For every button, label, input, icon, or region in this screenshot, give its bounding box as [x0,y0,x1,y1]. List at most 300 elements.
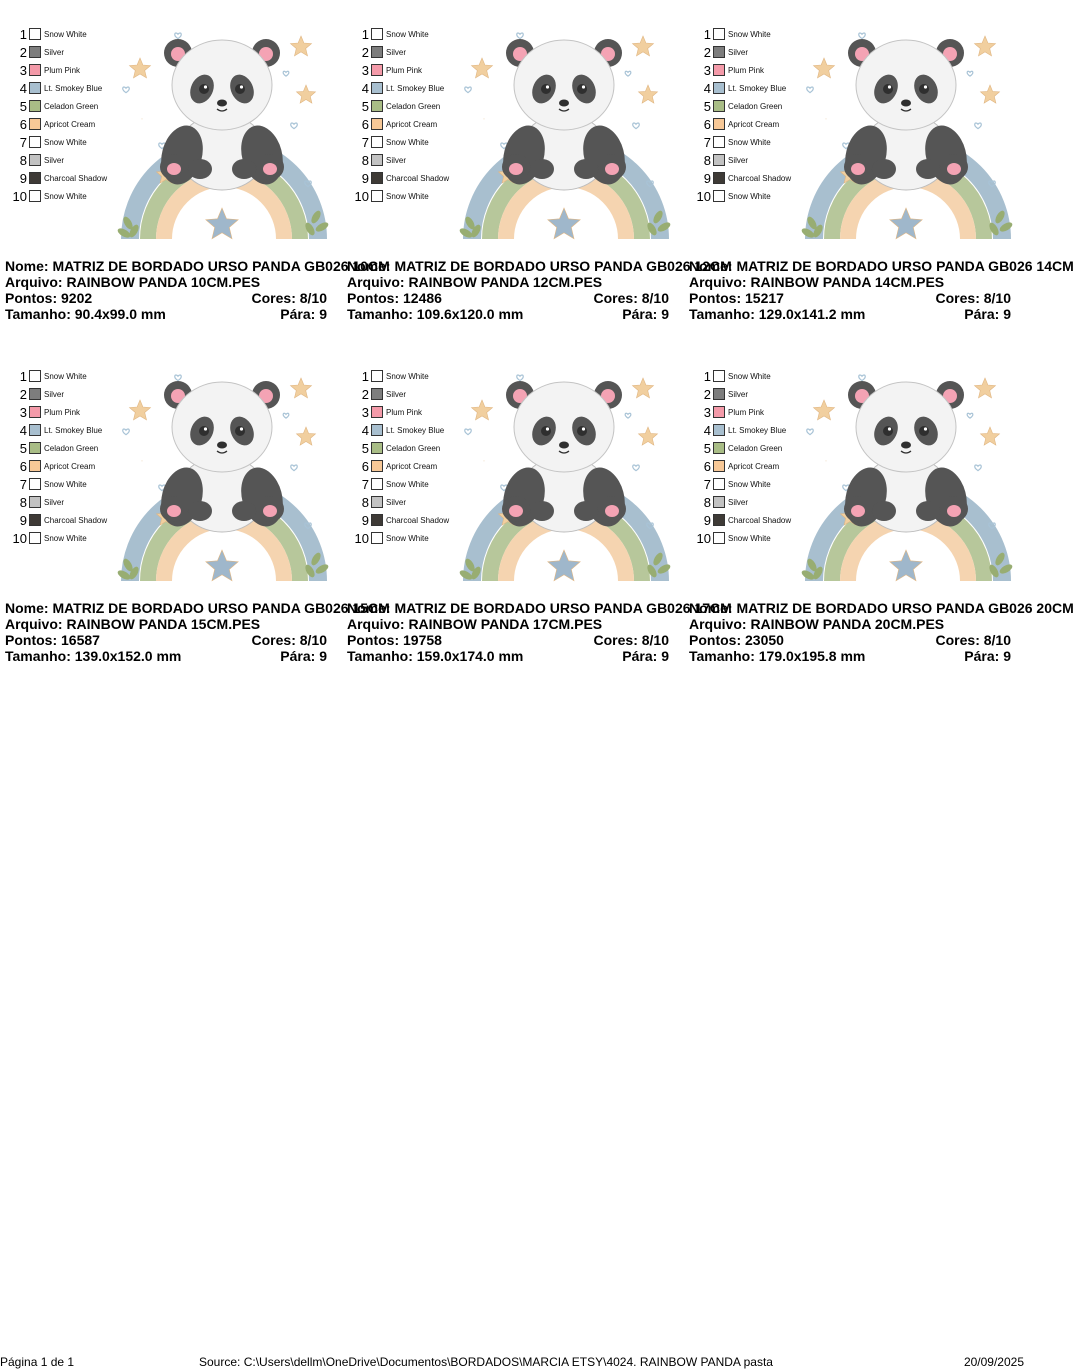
color-stop-number: 9 [361,513,369,528]
star-icon [548,550,580,581]
color-swatch [29,82,41,94]
color-stop-number: 9 [361,171,369,186]
design-card-1 [0,0,390,322]
star-icon [890,208,922,239]
legend-row [352,369,452,387]
thread-color-name: Lt. Smokey Blue [728,426,787,435]
star-icon [206,550,238,581]
legend-row [694,369,794,387]
color-swatch [713,172,725,184]
size-row [689,306,1011,322]
color-stop-number: 5 [19,441,27,456]
color-swatch [29,388,41,400]
legend-row [694,171,794,189]
thread-color-name: Charcoal Shadow [386,174,450,183]
design-name: Nome: MATRIZ DE BORDADO URSO PANDA GB026 12CM [347,258,732,274]
design-size: Tamanho: 129.0x141.2 mm [689,306,866,322]
color-swatch [713,532,725,544]
color-swatch [29,424,41,436]
legend-row [352,135,452,153]
legend-row [694,189,794,207]
design-card-2 [342,0,732,322]
star-icon [291,378,312,398]
color-stop-number: 4 [703,81,711,96]
color-stop-number: 2 [19,387,27,402]
design-file: Arquivo: RAINBOW PANDA 20CM.PES [689,616,945,632]
thread-color-name: Snow White [386,480,429,489]
heart-icon [967,71,973,76]
color-swatch [29,478,41,490]
legend-row [352,45,452,63]
design-size: Tamanho: 139.0x152.0 mm [5,648,182,664]
heart-icon [967,413,973,418]
color-stop-number: 5 [19,99,27,114]
star-icon [548,208,580,239]
legend-row [10,171,110,189]
thread-color-name: Snow White [728,138,771,147]
star-icon [981,85,1000,103]
legend-row [694,81,794,99]
thread-color-name: Silver [44,498,65,507]
legend-row [10,423,110,441]
color-swatch [371,442,383,454]
panda-nose [217,442,227,449]
thread-color-name: Celadon Green [386,444,441,453]
color-stop-number: 8 [361,495,369,510]
thread-color-name: Silver [386,390,407,399]
legend-row [10,27,110,45]
stop-count: Pára: 9 [280,306,327,322]
color-count: Cores: 8/10 [593,290,669,306]
print-date: 20/09/2025 [963,1355,1024,1369]
design-info [347,600,732,664]
heart-icon [291,123,297,129]
panda-left-hand [188,501,212,521]
panda-right-eye [919,426,929,436]
rainbow-panda-artwork [460,27,672,249]
color-swatch [713,190,725,202]
thread-color-name: Snow White [44,192,87,201]
panda-nose [217,100,227,107]
heart-icon [517,33,523,39]
panda-left-hand [872,501,896,521]
legend-row [10,81,110,99]
design-card-5 [342,342,732,664]
rainbow-panda-artwork [118,27,330,249]
color-stop-number: 5 [361,441,369,456]
design-size: Tamanho: 159.0x174.0 mm [347,648,524,664]
color-stop-number: 10 [12,531,27,546]
legend-row [694,135,794,153]
color-swatch [713,118,725,130]
thread-color-name: Silver [44,390,65,399]
panda-right-eye [577,84,587,94]
panda-head [856,40,956,130]
star-icon [814,400,835,420]
legend-row [352,27,452,45]
color-swatch [29,532,41,544]
legend-row [694,27,794,45]
thread-color-name: Charcoal Shadow [44,516,108,525]
stop-count: Pára: 9 [964,648,1011,664]
legend-row [352,99,452,117]
color-stop-number: 1 [361,369,369,384]
color-swatch [371,28,383,40]
heart-icon [975,123,981,129]
thread-color-name: Snow White [44,480,87,489]
thread-color-name: Snow White [386,192,429,201]
panda-left-paw-pad [851,505,865,517]
stitch-count: Pontos: 9202 [5,290,93,306]
color-stop-number: 4 [361,423,369,438]
color-swatch [371,406,383,418]
legend-row [694,441,794,459]
color-swatch [713,154,725,166]
color-count: Cores: 8/10 [251,290,327,306]
panda-right-eye [919,84,929,94]
panda-right-eye [235,426,245,436]
heart-icon [283,413,289,418]
color-stop-number: 9 [703,513,711,528]
color-swatch [371,82,383,94]
legend-row [10,117,110,135]
size-row [347,648,669,664]
thread-color-name: Snow White [728,480,771,489]
star-icon [639,85,658,103]
thread-color-name: Silver [386,498,407,507]
color-stop-number: 8 [361,153,369,168]
thread-color-name: Celadon Green [728,102,783,111]
color-swatch [29,46,41,58]
size-row [5,306,327,322]
color-stop-number: 7 [703,477,711,492]
panda-left-eye [883,426,893,436]
thread-color-name: Silver [386,48,407,57]
design-file: Arquivo: RAINBOW PANDA 14CM.PES [689,274,945,290]
panda-right-hand [574,501,598,521]
heart-icon [175,375,181,381]
color-swatch [371,424,383,436]
star-icon [981,427,1000,445]
star-icon [291,36,312,56]
color-stop-number: 2 [361,387,369,402]
legend-row [10,99,110,117]
color-stop-number: 7 [703,135,711,150]
legend-row [694,387,794,405]
star-icon [639,427,658,445]
panda-right-paw-pad [947,505,961,517]
design-name: Nome: MATRIZ DE BORDADO URSO PANDA GB026 15CM [5,600,390,616]
color-swatch [713,64,725,76]
color-swatch [371,64,383,76]
legend-row [10,153,110,171]
color-swatch [29,172,41,184]
legend-row [694,117,794,135]
thread-color-legend [10,369,110,549]
color-stop-number: 2 [361,45,369,60]
heart-icon [291,465,297,471]
color-stop-number: 9 [703,171,711,186]
legend-row [10,441,110,459]
color-stop-number: 10 [354,189,369,204]
stitch-count: Pontos: 23050 [689,632,784,648]
legend-row [10,477,110,495]
thread-color-name: Charcoal Shadow [728,516,792,525]
color-swatch [371,154,383,166]
color-swatch [29,190,41,202]
color-stop-number: 7 [19,135,27,150]
panda-right-eye [235,84,245,94]
panda-right-paw-pad [605,163,619,175]
color-count: Cores: 8/10 [935,290,1011,306]
color-stop-number: 5 [703,441,711,456]
color-swatch [371,460,383,472]
color-stop-number: 10 [12,189,27,204]
design-size: Tamanho: 179.0x195.8 mm [689,648,866,664]
color-swatch [29,154,41,166]
color-stop-number: 5 [361,99,369,114]
thread-color-name: Snow White [386,534,429,543]
design-name: Nome: MATRIZ DE BORDADO URSO PANDA GB026 14CM [689,258,1074,274]
stop-count: Pára: 9 [622,306,669,322]
thread-color-name: Snow White [44,534,87,543]
thread-color-name: Plum Pink [728,66,765,75]
legend-row [10,513,110,531]
color-stop-number: 6 [703,117,711,132]
design-name: Nome: MATRIZ DE BORDADO URSO PANDA GB026 20CM [689,600,1074,616]
legend-row [694,405,794,423]
color-count: Cores: 8/10 [251,632,327,648]
color-swatch [371,388,383,400]
legend-row [352,63,452,81]
color-swatch [713,82,725,94]
stitch-count-row [689,290,1011,306]
panda-right-eye [577,426,587,436]
design-name: Nome: MATRIZ DE BORDADO URSO PANDA GB026 17CM [347,600,732,616]
color-swatch [713,136,725,148]
thread-color-name: Snow White [44,138,87,147]
panda-right-hand [916,501,940,521]
color-stop-number: 4 [703,423,711,438]
panda-head [514,40,614,130]
color-swatch [713,46,725,58]
stitch-count-row [689,632,1011,648]
color-stop-number: 3 [703,63,711,78]
color-stop-number: 6 [361,117,369,132]
thread-color-name: Silver [386,156,407,165]
thread-color-name: Plum Pink [44,408,81,417]
panda-head [856,382,956,472]
panda-right-paw-pad [947,163,961,175]
heart-icon [283,71,289,76]
heart-icon [859,33,865,39]
color-stop-number: 6 [19,459,27,474]
thread-color-legend [694,369,794,549]
color-swatch [29,514,41,526]
legend-row [694,63,794,81]
color-swatch [29,442,41,454]
stitch-count-row [347,290,669,306]
panda-nose [559,100,569,107]
legend-row [10,63,110,81]
color-stop-number: 3 [361,405,369,420]
thread-color-name: Apricot Cream [44,120,96,129]
legend-row [352,387,452,405]
heart-icon [625,413,631,418]
legend-row [352,441,452,459]
color-swatch [29,136,41,148]
star-icon [472,400,493,420]
color-swatch [713,406,725,418]
panda-left-eye [883,84,893,94]
thread-color-name: Plum Pink [728,408,765,417]
stop-count: Pára: 9 [280,648,327,664]
thread-color-name: Silver [44,48,65,57]
color-swatch [713,424,725,436]
thread-color-name: Snow White [44,30,87,39]
panda-left-eye [541,426,551,436]
legend-row [352,81,452,99]
size-row [347,306,669,322]
color-stop-number: 2 [703,387,711,402]
heart-icon [517,375,523,381]
thread-color-name: Snow White [386,372,429,381]
color-swatch [713,388,725,400]
thread-color-name: Charcoal Shadow [44,174,108,183]
color-stop-number: 7 [19,477,27,492]
stitch-count-row [5,632,327,648]
color-stop-number: 3 [19,63,27,78]
panda-right-hand [916,159,940,179]
color-swatch [713,514,725,526]
star-icon [206,208,238,239]
color-swatch [29,460,41,472]
page-footer [0,1354,1024,1370]
color-count: Cores: 8/10 [935,632,1011,648]
heart-icon [633,465,639,471]
design-file: Arquivo: RAINBOW PANDA 12CM.PES [347,274,603,290]
color-swatch [713,460,725,472]
color-stop-number: 1 [361,27,369,42]
legend-row [10,135,110,153]
color-stop-number: 7 [361,477,369,492]
design-card-6 [684,342,1074,664]
legend-row [352,513,452,531]
thread-color-name: Apricot Cream [44,462,96,471]
legend-row [352,153,452,171]
thread-color-name: Lt. Smokey Blue [386,426,445,435]
color-stop-number: 4 [19,81,27,96]
thread-color-name: Lt. Smokey Blue [728,84,787,93]
legend-row [10,369,110,387]
thread-color-name: Snow White [728,534,771,543]
design-card-3 [684,0,1074,322]
legend-row [10,189,110,207]
color-swatch [29,406,41,418]
star-icon [472,58,493,78]
thread-color-name: Apricot Cream [386,462,438,471]
thread-color-name: Snow White [386,138,429,147]
design-name: Nome: MATRIZ DE BORDADO URSO PANDA GB026 10CM [5,258,390,274]
color-stop-number: 9 [19,513,27,528]
thread-color-name: Lt. Smokey Blue [386,84,445,93]
heart-icon [465,87,471,93]
panda-left-eye [541,84,551,94]
thread-color-name: Silver [44,156,65,165]
thread-color-name: Celadon Green [44,444,99,453]
color-stop-number: 5 [703,99,711,114]
design-size: Tamanho: 90.4x99.0 mm [5,306,166,322]
color-stop-number: 6 [703,459,711,474]
legend-row [352,495,452,513]
color-stop-number: 10 [354,531,369,546]
color-swatch [713,100,725,112]
star-icon [633,378,654,398]
star-icon [297,427,316,445]
color-swatch [713,496,725,508]
design-info [5,600,390,664]
color-swatch [713,28,725,40]
color-stop-number: 4 [19,423,27,438]
color-swatch [371,478,383,490]
rainbow-panda-artwork [460,369,672,591]
color-swatch [713,478,725,490]
legend-row [694,531,794,549]
color-swatch [29,370,41,382]
panda-left-hand [872,159,896,179]
panda-head [172,382,272,472]
design-info [689,600,1074,664]
color-stop-number: 9 [19,171,27,186]
thread-color-name: Snow White [728,192,771,201]
panda-left-paw-pad [167,505,181,517]
panda-left-paw-pad [167,163,181,175]
thread-color-name: Snow White [728,372,771,381]
thread-color-name: Silver [728,156,749,165]
thread-color-name: Celadon Green [386,102,441,111]
color-stop-number: 3 [361,63,369,78]
panda-right-paw-pad [605,505,619,517]
thread-color-name: Plum Pink [386,408,423,417]
stitch-count: Pontos: 19758 [347,632,442,648]
design-info [689,258,1074,322]
thread-color-name: Apricot Cream [728,462,780,471]
panda-left-hand [530,501,554,521]
design-file: Arquivo: RAINBOW PANDA 10CM.PES [5,274,261,290]
heart-icon [175,33,181,39]
panda-left-eye [199,426,209,436]
color-swatch [713,442,725,454]
color-stop-number: 8 [703,153,711,168]
heart-icon [123,429,129,435]
color-swatch [29,100,41,112]
color-swatch [371,496,383,508]
legend-row [352,189,452,207]
color-stop-number: 10 [696,189,711,204]
heart-icon [625,71,631,76]
panda-right-hand [574,159,598,179]
color-stop-number: 4 [361,81,369,96]
star-icon [130,58,151,78]
color-stop-number: 1 [703,369,711,384]
heart-icon [123,87,129,93]
color-swatch [371,172,383,184]
thread-color-name: Apricot Cream [728,120,780,129]
panda-nose [901,100,911,107]
legend-row [10,531,110,549]
panda-right-paw-pad [263,163,277,175]
size-row [689,648,1011,664]
